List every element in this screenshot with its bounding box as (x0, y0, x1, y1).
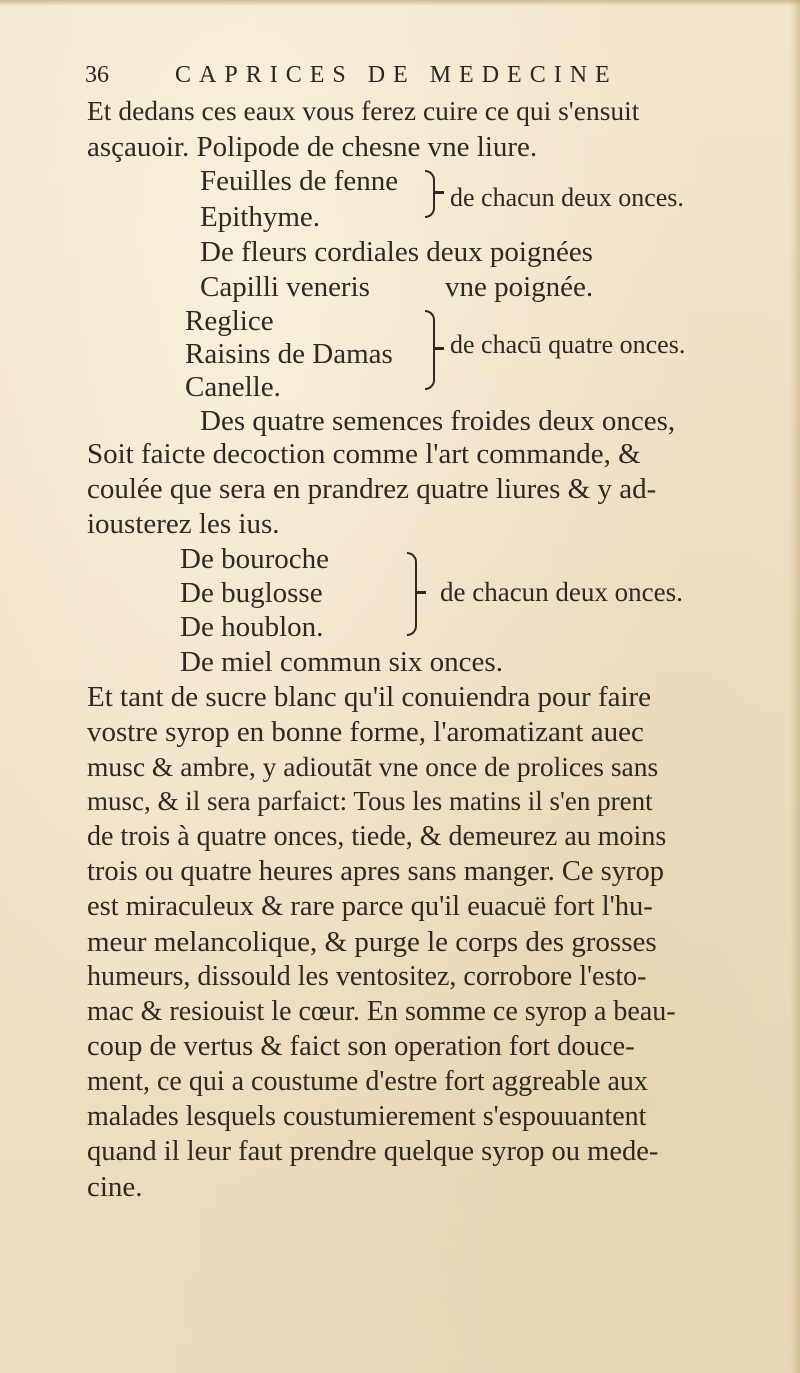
text-line: musc & ambre, y adioutāt vne once de prolices sans (87, 751, 659, 782)
text-line: quand il leur faut prendre quelque syrop ou mede- (87, 1136, 659, 1167)
recipe-ingredient: De houblon. (180, 611, 324, 643)
text-line: trois ou quatre heures apres sans manger. Ce syrop (87, 856, 664, 887)
text-line: cine. (87, 1171, 143, 1203)
page-number: 36 (85, 62, 109, 88)
text-line: asçauoir. Polipode de chesne vne liure. (87, 131, 538, 163)
text-line: de trois à quatre onces, tiede, & demeurez au moins (87, 821, 667, 852)
text-line: coup de vertus & faict son operation fort douce- (87, 1031, 635, 1062)
text-line: vostre syrop en bonne forme, l'aromatizant auec (87, 716, 644, 748)
recipe-ingredient: Reglice (185, 305, 274, 337)
recipe-ingredient: De bouroche (180, 543, 329, 575)
recipe-quantity: de chacun deux onces. (450, 183, 684, 212)
text-line: est miraculeux & rare parce qu'il euacuë fort l'hu- (87, 891, 653, 922)
text-line: humeurs, dissould les ventositez, corrobore l'esto- (87, 961, 647, 992)
page-right-edge-shadow (790, 0, 800, 1373)
recipe-quantity: de chacun deux onces. (440, 577, 683, 607)
text-line: meur melancolique, & purge le corps des grosses (87, 926, 657, 958)
text-line: malades lesquels coustumierement s'espouuantent (87, 1101, 647, 1132)
running-header (85, 62, 618, 89)
running-title: CAPRICES DE MEDECINE (175, 62, 618, 88)
text-line: Et tant de sucre blanc qu'il conuiendra pour faire (87, 681, 652, 713)
text-line: Et dedans ces eaux vous ferez cuire ce qui s'ensuit (87, 95, 640, 126)
page-top-edge (0, 0, 800, 6)
recipe-ingredient: Feuilles de fenne (200, 165, 399, 197)
recipe-quantity: vne poignée. (445, 271, 594, 303)
text-line: ment, ce qui a coustume d'estre fort aggreable aux (87, 1066, 648, 1097)
recipe-ingredient: Capilli veneris (200, 271, 370, 303)
recipe-quantity: de chacū quatre onces. (450, 330, 686, 359)
text-line: Soit faicte decoction comme l'art commande, & (87, 438, 641, 470)
text-line: iousterez les ius. (87, 508, 280, 540)
recipe-ingredient: Epithyme. (200, 201, 321, 233)
recipe-ingredient: Des quatre semences froides deux onces, (200, 405, 676, 437)
text-line: musc, & il sera parfaict: Tous les matins il s'en prent (87, 786, 653, 816)
text-line: coulée que sera en prandrez quatre liures & y ad- (87, 473, 657, 505)
recipe-ingredient: De miel commun six onces. (180, 646, 503, 678)
text-line: mac & resiouist le cœur. En somme ce syrop a beau- (87, 996, 676, 1027)
recipe-ingredient: De fleurs cordiales deux poignées (200, 236, 593, 268)
recipe-ingredient: De buglosse (180, 577, 323, 609)
recipe-ingredient: Canelle. (185, 371, 281, 403)
recipe-ingredient: Raisins de Damas (185, 338, 393, 370)
